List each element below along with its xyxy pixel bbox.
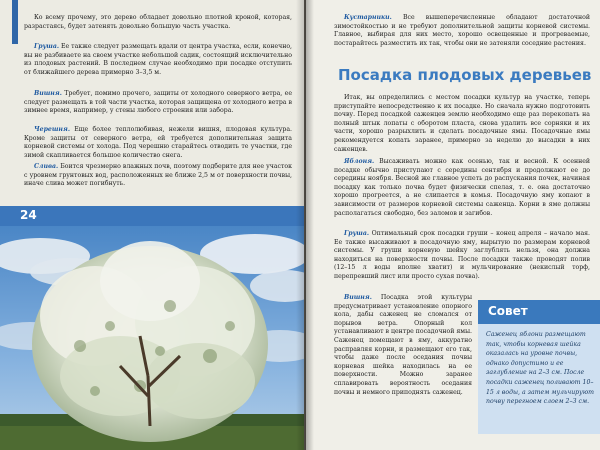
sweet-cherry-text: Еще более теплолюбивая, нежели вишня, плодовая культура. Кроме защиты от северного ветра, ей требуется дополнительная защита корневой системы от холода. Под черешню старайтесь отводить те участки, где зимой скапливается большое количество снега. — [24, 126, 293, 159]
left-paragraph-plum — [24, 163, 292, 189]
shrubs-text: Все вышеперечисленные обладают достаточной зимостойкостью и не требуют дополнительной защиты корневой системы. Главное, выбирая для них место, хорошо освещенные и прогреваемые, постарайтесь разместить их так, чтобы они не затеняли соседние растения. — [334, 14, 590, 47]
pear-planting-lead: Груша. — [344, 230, 370, 237]
section-heading: Посадка плодовых деревьев — [338, 66, 592, 84]
right-paragraph-cherry — [334, 294, 472, 397]
left-accent-strip — [12, 0, 18, 44]
advice-title: Совет — [488, 304, 528, 318]
apple-lead: Яблоня. — [344, 158, 375, 165]
plum-text: Боится чрезмерно влажных почв, поэтому подберите для нее участок с уровнем грунтовых вод, расположенных не ближе 2,5 м от поверхности почвы, иначе слива может погибнуть. — [24, 163, 292, 188]
pear-lead: Груша. — [34, 43, 60, 50]
right-intro — [334, 14, 590, 48]
sweet-cherry-lead: Черешня. — [34, 126, 70, 133]
pear-text: Ее также следует размещать вдали от центра участка, если, конечно, вы не разбиваете на своем участке небольшой садик, состоящий исключительно из плодовых растений. В последнем случае необходимо при посадке отступить от ближайшего дерева примерно 3–3,5 м. — [24, 43, 293, 76]
pear-planting-text: Оптимальный срок посадки груши – конец апреля – начало мая. Ее также высаживают в посадочную яму, вырытую по размерам корневой системы. У груши корневую шейку заглублять нельзя, она должна находиться на поверхности почвы. После посадки также проводят полив (12–15 л воды вполне хватит) и мульчирование (некислый торф, перепревший лист или просто сухая почва). — [334, 230, 591, 280]
left-paragraph-1 — [24, 14, 292, 31]
planting-intro-text: Итак, вы определились с местом посадки культур на участке, теперь приступайте непосредственно к их посадке. Но сначала нужно подготовить почву. Перед посадкой саженцев землю необходимо еще раз перекопать на полный штык лопаты с оборотом пласта, снова удалить все сорняки и их части, хорошо разрыхлить и сделать посадочные ямы. Посадочные ямы рекомендуется копать заранее, примерно за неделю до высадки в них саженцев. — [334, 94, 590, 153]
cherry-planting-text: Посадка этой культуры предусматривает установление опорного кола, дабы саженец не сломался от порывов ветра. Опорный кол устанавливают в центре посадочной ямы. Саженец помещают в яму, аккуратно расправляя корни, и размещают его так, чтобы даже после оседания почвы корневая шейка находилась на ее поверхности. Можно заранее сплавировать вероятность оседания почвы и немного приподнять саженец. — [334, 294, 472, 396]
right-paragraph-pear — [334, 230, 590, 282]
tree-photo — [0, 226, 304, 450]
cherry-text: Требует, помимо прочего, защиты от холодного северного ветра, ее следует размещать в той части участка, которая защищена от холодного ветра в зимнее время, например, у стены любого строения или забора. — [24, 90, 292, 115]
plum-lead: Слива. — [34, 163, 59, 170]
blossoming-tree-illustration — [0, 226, 304, 450]
left-paragraph-cherry — [24, 90, 292, 116]
left-paragraph-sweet-cherry — [24, 126, 292, 160]
left-paragraph-1-text: Ко всему прочему, это дерево обладает довольно плотной кроной, которая, разрастаясь, будет затенять довольно большую часть участка. — [24, 14, 292, 30]
right-paragraph-apple — [334, 158, 590, 218]
shrubs-lead: Кустарники. — [344, 14, 392, 21]
cherry-planting-lead: Вишня. — [344, 294, 372, 301]
left-paragraph-pear — [24, 43, 292, 77]
cherry-lead: Вишня. — [34, 90, 62, 97]
page-number: 24 — [20, 208, 37, 222]
right-paragraph-intro — [334, 94, 590, 154]
page-number-band — [0, 206, 304, 226]
advice-header — [478, 300, 600, 324]
apple-text: Высаживать можно как осенью, так и весной. К осенней посадке обычно приступают с середины сентября и продолжают ее до середины ноября. Весной же главное успеть до распускания почек, начиная посадку как только почва будет физически спелая, т. е. она достаточно хорошо прогреется, а не слипается в комья. Посадочную яму копают в зависимости от размеров корневой системы саженца. Корни в яме должны располагаться свободно, без заломов и загибов. — [334, 158, 591, 217]
advice-text: Саженец яблони размещают так, чтобы корневая шейка оказалась на уровне почвы, однако допустимо и ее заглубление на 2–3 см. После посадки саженец поливают 10–15 л воды, а затем мульчируют почву перегноем слоем 2–3 см. — [486, 331, 595, 406]
advice-box — [478, 300, 600, 434]
